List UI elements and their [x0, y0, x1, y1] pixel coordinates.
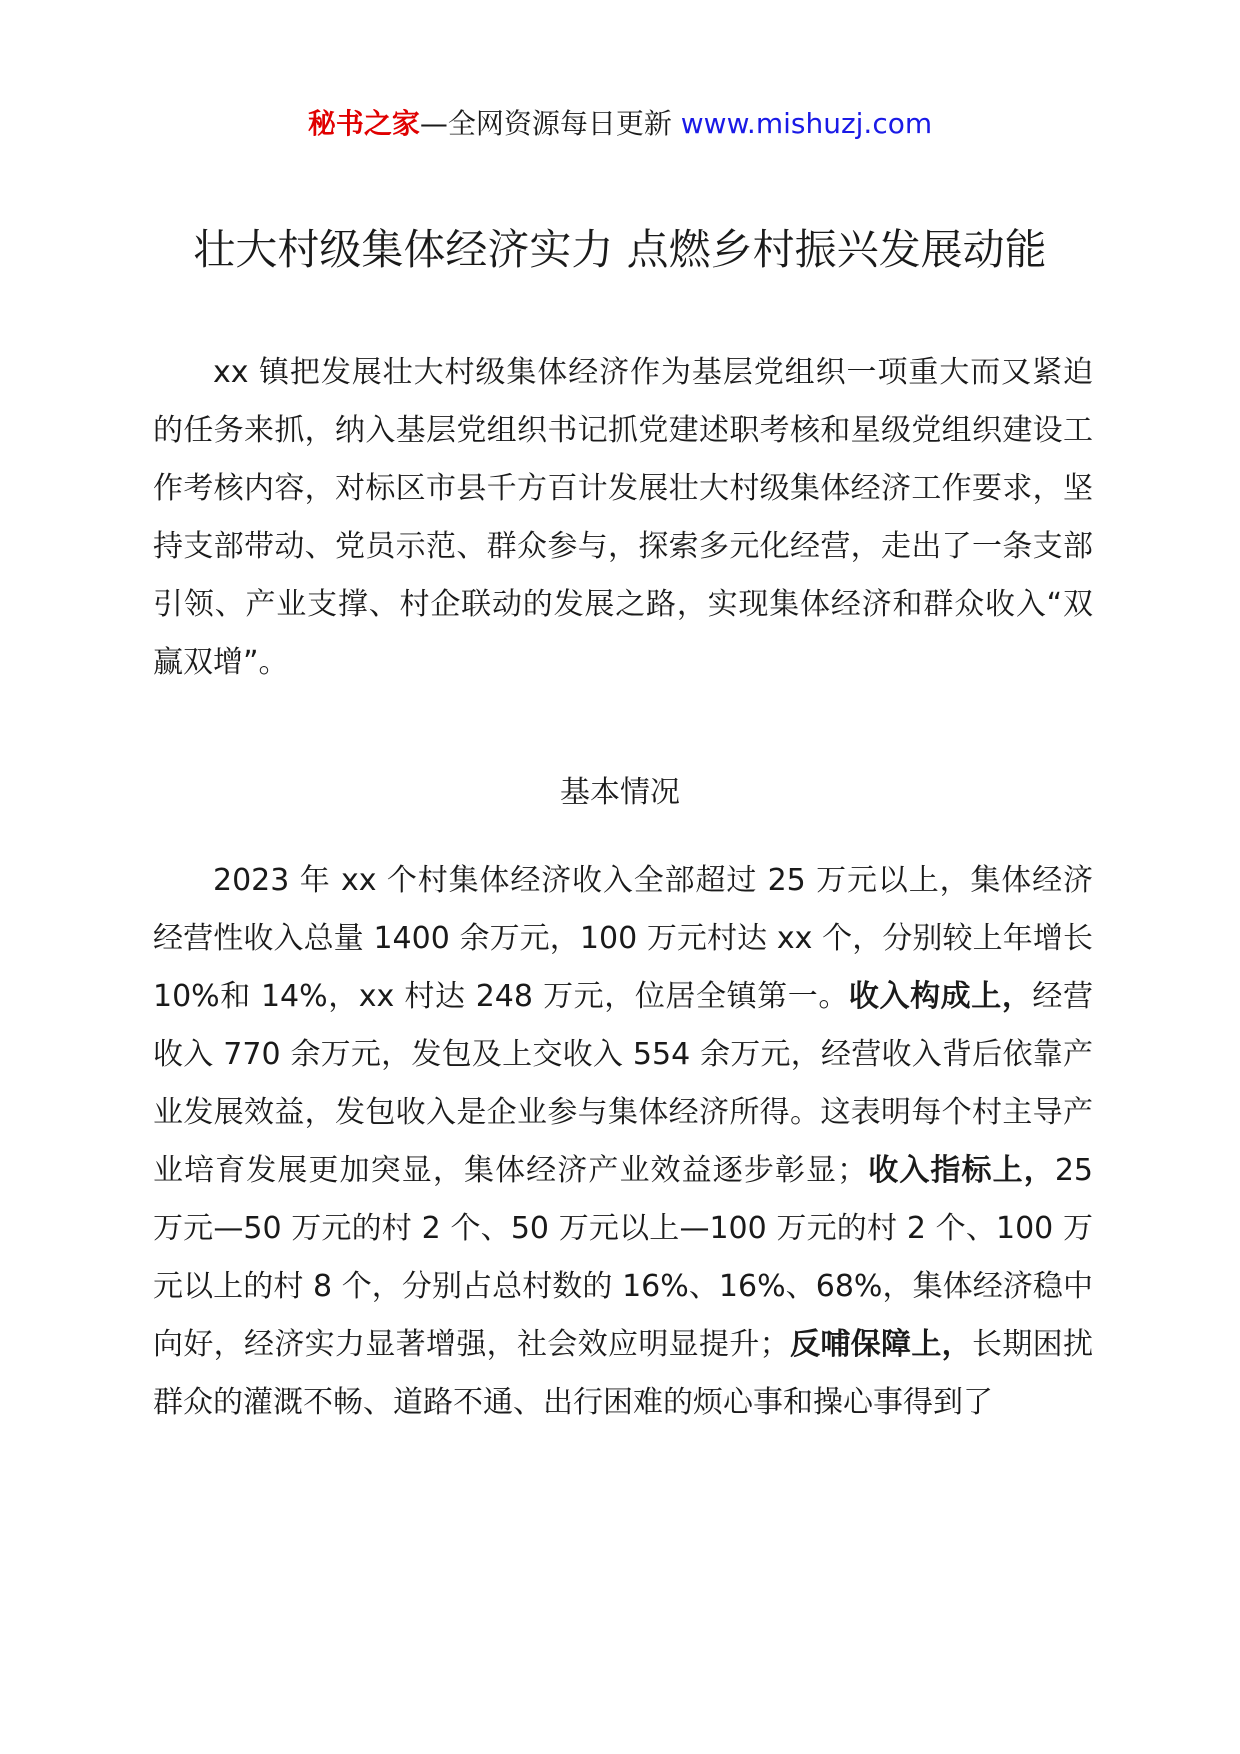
section-heading-basic: 基本情况: [560, 775, 680, 810]
site-url-link[interactable]: www.mishuzj.com: [680, 107, 933, 140]
basic-situation-paragraph: [153, 852, 1093, 1432]
income-structure-label: 收入构成上，: [848, 979, 1033, 1014]
site-header: [0, 104, 1240, 144]
income-indicator-text: 25 万元—50 万元的村 2 个、50 万元以上—100 万元的村 2 个、100 万元以上的村 8 个，分别占总村数的 16%、16%、68%，集体经济稳中向好，经济实力显著增强，社会效应明显提升；: [153, 1153, 1094, 1362]
site-tagline: —全网资源每日更新: [419, 107, 681, 140]
basic-lead-text: 2023 年 xx 个村集体经济收入全部超过 25 万元以上，集体经济经营性收入总量 1400 余万元，100 万元村达 xx 个，分别较上年增长 10%和 14%，xx 村达 248 万元，位居全镇第一。: [153, 863, 1093, 1014]
intro-paragraph: xx 镇把发展壮大村级集体经济作为基层党组织一项重大而又紧迫的任务来抓，纳入基层党组织书记抓党建述职考核和星级党组织建设工作考核内容，对标区市县千方百计发展壮大村级集体经济工作要求，坚持支部带动、党员示范、群众参与，探索多元化经营，走出了一条支部引领、产业支撑、村企联动的发展之路，实现集体经济和群众收入“双赢双增”。: [153, 355, 1093, 680]
feedback-guarantee-label: 反哺保障上，: [789, 1327, 973, 1362]
document-title: 壮大村级集体经济实力 点燃乡村振兴发展动能: [193, 225, 1047, 274]
income-indicator-label: 收入指标上，: [867, 1153, 1055, 1188]
site-brand: 秘书之家: [307, 107, 420, 140]
feedback-guarantee-text: 长期困扰群众的灌溉不畅、道路不通、出行困难的烦心事和操心事得到了: [153, 1327, 1094, 1420]
income-structure-text: 经营收入 770 余万元，发包及上交收入 554 余万元，经营收入背后依靠产业发展效益，发包收入是企业参与集体经济所得。这表明每个村主导产业培育发展更加突显，集体经济产业效益逐步彰显；: [153, 979, 1094, 1188]
